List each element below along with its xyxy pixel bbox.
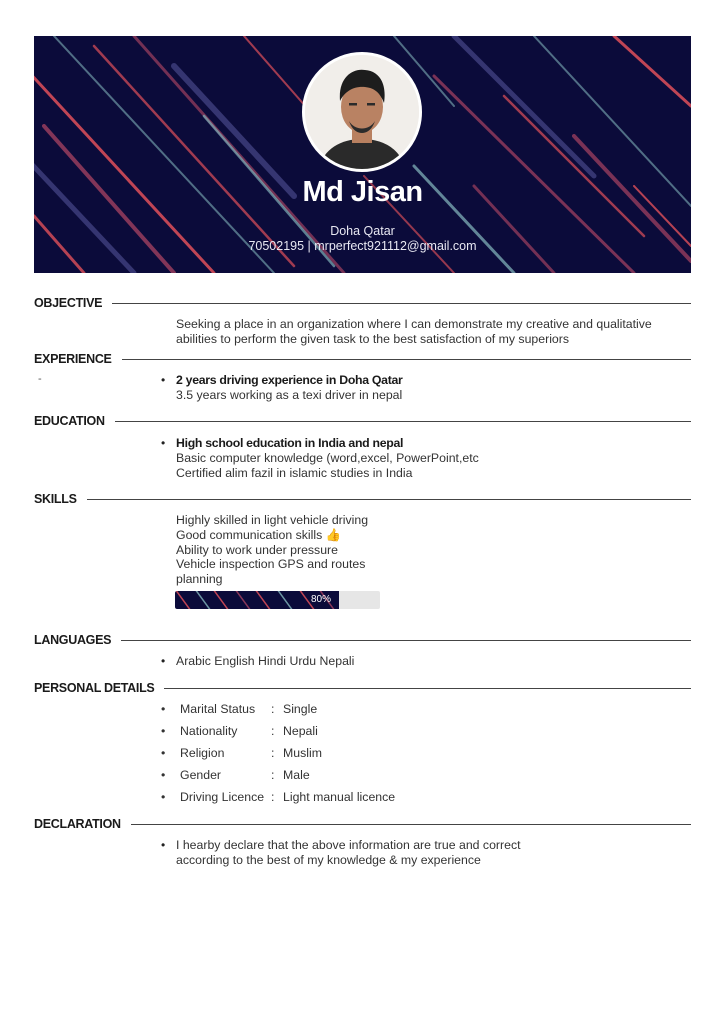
section-divider [121, 640, 691, 641]
personal-detail-separator: : [271, 724, 275, 738]
languages-value: Arabic English Hindi Urdu Nepali [176, 654, 355, 668]
personal-detail-key: Nationality [180, 724, 238, 738]
objective-text [176, 317, 652, 347]
experience-detail: 3.5 years working as a texi driver in nepal [176, 387, 403, 402]
personal-detail-value: Muslim [283, 746, 322, 760]
bullet-icon: • [161, 373, 166, 387]
section-experience-header [34, 351, 691, 367]
personal-detail-key: Religion [180, 746, 225, 760]
section-title: DECLARATION [34, 817, 121, 831]
section-title: EDUCATION [34, 414, 105, 428]
education-line: Certified alim fazil in islamic studies in India [176, 465, 413, 480]
personal-detail-value: Nepali [283, 724, 318, 738]
profile-photo [302, 52, 422, 172]
personal-detail-separator: : [271, 702, 275, 716]
objective-line: Seeking a place in an organization where I can demonstrate my creative and qualitative [176, 317, 652, 331]
skill-level-fill [175, 591, 339, 609]
skill-line: Vehicle inspection GPS and routes [176, 557, 366, 572]
personal-detail-key: Driving Licence [180, 790, 265, 804]
candidate-name: Md Jisan [302, 176, 423, 208]
bullet-icon: • [161, 768, 166, 782]
section-divider [164, 688, 691, 689]
section-title: SKILLS [34, 492, 77, 506]
personal-detail-key: Gender [180, 768, 222, 782]
section-declaration-header [34, 816, 691, 832]
personal-detail-value: Male [283, 768, 310, 782]
personal-detail-separator: : [271, 768, 275, 782]
declaration-line: according to the best of my knowledge & my experience [176, 852, 481, 867]
section-title: PERSONAL DETAILS [34, 681, 155, 695]
section-divider [112, 303, 691, 304]
education-line: Basic computer knowledge (word,excel, PowerPoint,etc [176, 450, 479, 465]
section-personal-header [34, 680, 691, 696]
personal-detail-key: Marital Status [180, 702, 256, 716]
skill-level-bar [175, 591, 380, 609]
education-entry [176, 436, 479, 480]
personal-detail-separator: : [271, 790, 275, 804]
person-photo-icon [305, 55, 419, 169]
section-objective-header [34, 295, 691, 311]
experience-entry [176, 373, 403, 403]
section-divider [115, 421, 691, 422]
candidate-location: Doha Qatar [330, 224, 395, 238]
section-divider [131, 824, 691, 825]
personal-detail-value: Single [283, 702, 318, 716]
experience-date-dash: - [38, 373, 42, 385]
bullet-icon: • [161, 724, 166, 738]
skill-line: Highly skilled in light vehicle driving [176, 513, 369, 527]
education-heading: High school education in India and nepal [176, 436, 404, 450]
skill-line: Good communication skills 👍 [176, 527, 341, 542]
section-divider [122, 359, 691, 360]
section-title: LANGUAGES [34, 633, 112, 647]
bullet-icon: • [161, 436, 166, 450]
section-title: EXPERIENCE [34, 352, 112, 366]
declaration-text [176, 838, 521, 868]
personal-detail-separator: : [271, 746, 275, 760]
bullet-icon: • [161, 654, 166, 668]
section-education-header [34, 413, 691, 429]
section-skills-header [34, 491, 691, 507]
resume-header [34, 36, 691, 273]
skills-list [176, 513, 368, 587]
section-languages-header [34, 632, 691, 648]
bullet-icon: • [161, 746, 166, 760]
experience-heading: 2 years driving experience in Doha Qatar [176, 373, 403, 387]
bullet-icon: • [161, 838, 166, 852]
candidate-contact: 70502195 | mrperfect921112@gmail.com [248, 239, 477, 253]
objective-line: abilities to perform the given task to the best satisfaction of my superiors [176, 331, 570, 346]
section-divider [87, 499, 691, 500]
skill-line: planning [176, 572, 223, 587]
section-title: OBJECTIVE [34, 296, 103, 310]
declaration-line: I hearby declare that the above information are true and correct [176, 838, 521, 852]
skill-line: Ability to work under pressure [176, 542, 338, 557]
skill-level-label: 80% [310, 594, 331, 605]
bullet-icon: • [161, 702, 166, 716]
personal-detail-value: Light manual licence [283, 790, 396, 804]
bullet-icon: • [161, 790, 166, 804]
